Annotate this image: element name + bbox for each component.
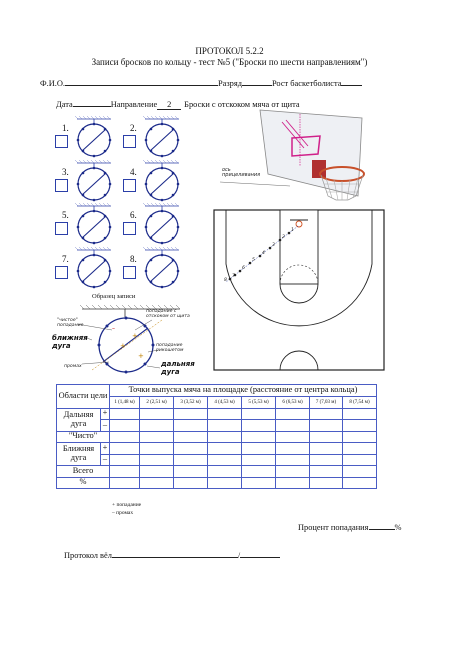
result-cell[interactable] <box>242 443 276 455</box>
result-cell[interactable] <box>242 408 276 420</box>
result-cell[interactable] <box>140 420 174 432</box>
sample-caption: Образец записи <box>92 293 136 300</box>
result-cell[interactable] <box>110 443 140 455</box>
shot-point-label-3: 3 <box>272 243 275 248</box>
row-clean: "Чисто" <box>57 431 110 443</box>
row-near-arc: Ближняя дуга <box>57 443 101 466</box>
result-cell[interactable] <box>310 477 343 489</box>
result-cell[interactable] <box>242 477 276 489</box>
shot-point-label-8: 8 <box>224 278 227 283</box>
ring-label-5: 5. <box>62 210 69 220</box>
ring-diagram-5 <box>74 203 114 247</box>
result-cell[interactable] <box>276 454 310 466</box>
points-header: Точки выпуска мяча на площадке (расстояние от центра кольца) <box>110 385 377 397</box>
result-cell[interactable] <box>343 431 377 443</box>
legend-plus: + попадание <box>112 502 142 508</box>
protocol-title: ПРОТОКОЛ 5.2.2 <box>195 46 264 56</box>
ring-diagram-3 <box>74 160 114 204</box>
result-cell[interactable] <box>140 466 174 478</box>
result-cell[interactable] <box>174 408 208 420</box>
result-cell[interactable] <box>174 431 208 443</box>
far-minus: – <box>101 420 110 432</box>
result-cell[interactable] <box>343 466 377 478</box>
height-input[interactable] <box>341 77 362 86</box>
ring-label-3: 3. <box>62 167 69 177</box>
result-cell[interactable] <box>276 466 310 478</box>
result-cell[interactable] <box>174 443 208 455</box>
result-cell[interactable] <box>174 454 208 466</box>
rank-input[interactable] <box>242 77 272 86</box>
near-minus: – <box>101 454 110 466</box>
ring-diagram-8 <box>142 247 182 291</box>
result-cell[interactable] <box>343 454 377 466</box>
svg-text:+: + <box>120 342 126 350</box>
ring-checkbox-7[interactable] <box>55 266 68 279</box>
column-header-2: 2 (2,51 м) <box>140 397 174 409</box>
result-cell[interactable] <box>276 408 310 420</box>
result-cell[interactable] <box>276 431 310 443</box>
legend-minus: – промах <box>112 510 134 516</box>
result-cell[interactable] <box>208 408 242 420</box>
result-cell[interactable] <box>310 454 343 466</box>
result-cell[interactable] <box>310 466 343 478</box>
rank-label: Разряд <box>218 79 242 88</box>
ring-label-1: 1. <box>62 123 69 133</box>
ring-diagram-1 <box>74 116 114 160</box>
result-cell[interactable] <box>208 443 242 455</box>
column-header-3: 3 (3,52 м) <box>174 397 208 409</box>
result-cell[interactable] <box>310 408 343 420</box>
hit-percent-row <box>298 521 402 532</box>
result-cell[interactable] <box>343 408 377 420</box>
label-hit-backboard: попадание с отскоком от щита <box>146 309 190 319</box>
date-input[interactable] <box>73 98 111 107</box>
result-cell[interactable] <box>140 431 174 443</box>
ring-diagram-6 <box>142 203 182 247</box>
result-cell[interactable] <box>110 454 140 466</box>
result-cell[interactable] <box>208 454 242 466</box>
result-cell[interactable] <box>343 443 377 455</box>
aiming-axis-label: ось прицеливания <box>222 167 261 179</box>
row-total: Всего <box>57 466 110 478</box>
ring-checkbox-8[interactable] <box>123 266 136 279</box>
result-cell[interactable] <box>208 431 242 443</box>
result-cell[interactable] <box>242 420 276 432</box>
label-far-arc: дальняя дуга <box>161 360 195 376</box>
recorder-label: Протокол вёл <box>64 551 112 560</box>
result-cell[interactable] <box>208 466 242 478</box>
column-header-7: 7 (7,03 м) <box>310 397 343 409</box>
hit-percent-input[interactable] <box>369 521 395 530</box>
ring-checkbox-5[interactable] <box>55 222 68 235</box>
result-cell[interactable] <box>343 477 377 489</box>
percent-sign: % <box>394 523 402 532</box>
result-cell[interactable] <box>310 443 343 455</box>
result-cell[interactable] <box>174 477 208 489</box>
protocol-subtitle: Записи бросков по кольцу - тест №5 ("Броски по шести направлениям") <box>91 57 368 67</box>
recorder-signature-input[interactable] <box>240 549 280 558</box>
label-miss: промах <box>64 364 82 369</box>
result-cell[interactable] <box>242 454 276 466</box>
shot-point-label-7: 7 <box>232 274 235 279</box>
date-label: Дата <box>56 100 73 109</box>
result-cell[interactable] <box>110 408 140 420</box>
ring-label-4: 4. <box>130 167 137 177</box>
zones-header: Области цели <box>57 385 110 409</box>
result-cell[interactable] <box>208 477 242 489</box>
ring-label-6: 6. <box>130 210 137 220</box>
result-cell[interactable] <box>343 420 377 432</box>
results-table <box>56 384 377 489</box>
label-hit-clean: "чистое" попадание <box>57 318 84 328</box>
recorder-row: Протокол вёл / <box>64 549 280 560</box>
result-cell[interactable] <box>276 477 310 489</box>
ring-diagram-2 <box>142 116 182 160</box>
result-cell[interactable] <box>110 477 140 489</box>
shot-point-label-1: 1 <box>291 228 294 233</box>
result-cell[interactable] <box>110 420 140 432</box>
result-cell[interactable] <box>140 477 174 489</box>
column-header-6: 6 (6,53 м) <box>276 397 310 409</box>
result-cell[interactable] <box>208 420 242 432</box>
result-cell[interactable] <box>174 466 208 478</box>
shot-point-label-5: 5 <box>252 258 255 263</box>
column-header-8: 8 (7,54 м) <box>343 397 377 409</box>
ring-label-2: 2. <box>130 123 137 133</box>
result-cell[interactable] <box>242 431 276 443</box>
row-far-arc: Дальняя дуга <box>57 408 101 431</box>
column-header-5: 5 (5,53 м) <box>242 397 276 409</box>
label-near-arc: ближняя дуга <box>52 334 88 350</box>
result-cell[interactable] <box>140 454 174 466</box>
column-header-1: 1 (1,48 м) <box>110 397 140 409</box>
svg-text:+: + <box>138 352 144 360</box>
throws-description: Броски с отскоком мяча от щита <box>184 100 300 109</box>
ring-checkbox-1[interactable] <box>55 135 68 148</box>
far-plus: + <box>101 408 110 420</box>
direction-label: Направление <box>110 100 158 109</box>
near-plus: + <box>101 443 110 455</box>
result-cell[interactable] <box>140 443 174 455</box>
recorder-name-input[interactable] <box>112 549 238 558</box>
ring-diagram-7 <box>74 247 114 291</box>
ring-diagram-4 <box>142 160 182 204</box>
hit-percent-label: Процент попадания <box>298 523 369 532</box>
result-cell[interactable] <box>110 431 140 443</box>
svg-text:–: – <box>112 325 115 332</box>
fio-input[interactable] <box>65 77 218 86</box>
ring-checkbox-2[interactable] <box>123 135 136 148</box>
ring-checkbox-4[interactable] <box>123 179 136 192</box>
shot-point-label-6: 6 <box>242 266 245 271</box>
ring-checkbox-3[interactable] <box>55 179 68 192</box>
result-cell[interactable] <box>310 431 343 443</box>
direction-input[interactable] <box>157 101 181 110</box>
label-hit-rim: попадание рикошетом <box>156 343 184 353</box>
court-diagram <box>212 208 386 372</box>
result-cell[interactable] <box>140 408 174 420</box>
result-cell[interactable] <box>276 420 310 432</box>
row-percent: % <box>57 477 110 489</box>
result-cell[interactable] <box>276 443 310 455</box>
ring-label-8: 8. <box>130 254 137 264</box>
hoop-illustration <box>220 108 370 203</box>
fio-label: Ф.И.О. <box>40 79 65 88</box>
svg-text:+: + <box>132 332 138 340</box>
result-cell[interactable] <box>110 466 140 478</box>
height-label: Рост баскетболиста <box>271 79 342 88</box>
column-header-4: 4 (4,53 м) <box>208 397 242 409</box>
shot-point-label-4: 4 <box>262 251 265 256</box>
result-cell[interactable] <box>242 466 276 478</box>
ring-checkbox-6[interactable] <box>123 222 136 235</box>
result-cell[interactable] <box>174 420 208 432</box>
fio-row <box>40 77 362 88</box>
result-cell[interactable] <box>310 420 343 432</box>
direction-value: 2 <box>167 100 172 109</box>
ring-label-7: 7. <box>62 254 69 264</box>
shot-point-label-2: 2 <box>282 235 285 240</box>
